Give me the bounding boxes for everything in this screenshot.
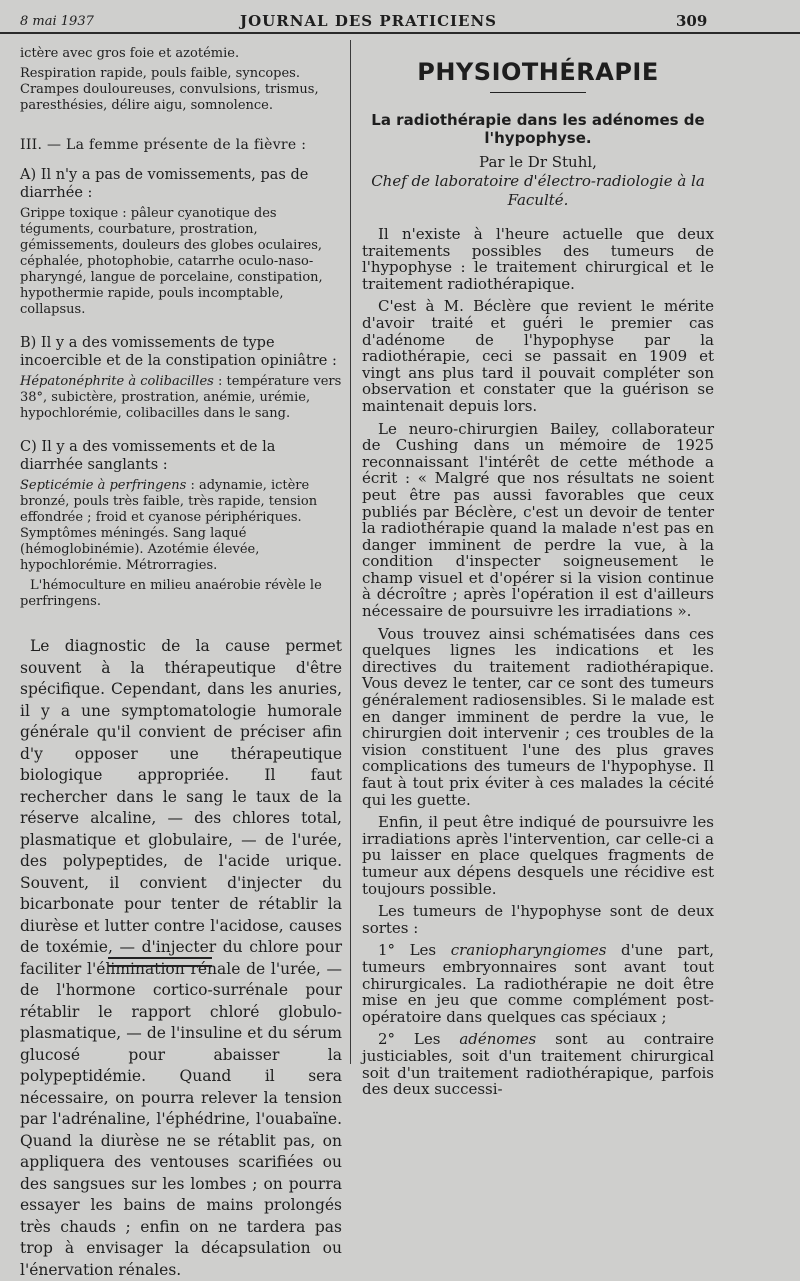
case-c-term: Septicémie à perfringens <box>20 478 187 493</box>
paragraph-3: Le neuro-chirurgien Bailey, collaborateur de Cushing dans un mémoire de 1925 reconnaissant l'intérêt de cette méthode a écrit : « Malgré que nos résultats ne soient peut être pas aussi favorables que ceux publiés par Béclère, c'est un devoir de tenter la radiothérapie quand la malade n'est pas en danger imminent de perdre la vue, à la condition d'inspecter soigneusement le champ visuel et d'opérer si la vision continue à décroître ; après l'opération il est d'ailleurs nécessaire de poursuivre les irradiations ». <box>362 419 714 621</box>
case-b-term: Hépatonéphrite à colibacilles <box>20 374 214 389</box>
paragraph-4: Vous trouvez ainsi schématisées dans ces quelques lignes les indications et les directives du traitement radiothérapique. Vous devez le tenter, car ce sont des tumeurs généralement radiosensibles. Si le malade est en danger imminent de perdre la vue, le chirurgien doit intervenir ; ces troubles de la vision constituent l'une des plus graves complications des tumeurs de l'hypophyse. Il faut à tout prix éviter à ces malades la cécité qui les guette. <box>362 624 714 809</box>
intro-line-2: Respiration rapide, pouls faible, syncopes. Crampes douloureuses, convulsions, trismus, paresthésies, délire aigu, somnolence. <box>20 66 319 113</box>
paragraph-7 <box>362 942 714 1025</box>
p7-term: craniopharyngiomes <box>450 941 607 960</box>
article-title: La radiothérapie dans les adénomes de l'hypophyse. <box>371 111 705 147</box>
column-divider <box>350 40 351 1064</box>
paragraph-8 <box>362 1031 714 1097</box>
case-c-title: C) Il y a des vomissements et de la diarrhée sanglants : <box>20 439 276 473</box>
intro-line-1: ictère avec gros foie et azotémie. <box>20 46 240 61</box>
header-date: 8 mai 1937 <box>20 14 94 29</box>
p7-text: d'une part, tumeurs embryonnaires sont avant tout chirurgicales. La radiothérapie ne doit être mise en jeu que comme complément post-opératoire dans quelques cas spéciaux ; <box>362 941 714 1026</box>
diagnostic-paragraph: Le diagnostic de la cause permet souvent à la thérapeutique d'être spécifique. Cependant, dans les anuries, il y a une symptomatologie humorale générale qu'il convient de préciser afin d'y opposer une thérapeutique biologique appropriée. Il faut rechercher dans le sang le taux de la réserve alcaline, — des chlores total, plasmatique et globulaire, — de l'urée, des polypeptides, de l'acide urique. Souvent, il convient d'injecter du bicarbonate pour tenter de rétablir la diurèse et lutter contre l'acidose, causes de toxémie, — d'injecter du chlore pour faciliter l'élimination rénale de l'urée, — de l'hormone cortico-surrénale pour rétablir le rapport chloré globulo-plasmatique, — de l'insuline et du sérum glucosé pour abaisser la polypeptidémie. Quand il sera nécessaire, on pourra relever la tension par l'adrénaline, l'éphédrine, l'ouabaïne. Quand la diurèse ne se rétablit pas, on appliquera des ventouses scarifiées ou des sangsues sur les lombes ; on pourra essayer les bains de mains prolongés très chauds ; enfin on ne tardera pas trop à envisager la décapsulation ou l'énervation rénales. <box>20 637 342 1279</box>
p8-text: sont au contraire justiciables, soit d'un traitement chirurgical soit d'un traitement radiothérapique, parfois des deux successi- <box>362 1030 714 1099</box>
case-b-title: B) Il y a des vomissements de type incoercible et de la constipation opiniâtre : <box>20 335 337 369</box>
section-title: PHYSIOTHÉRAPIE <box>417 58 659 86</box>
case-b-text <box>20 374 342 422</box>
paragraph-2: C'est à M. Béclère que revient le mérite d'avoir traité et guéri le premier cas d'adénome de l'hypophyse par la radiothérapie, ceci se passait en 1909 et vingt ans plus tard il pouvait compléter son observation et constater que la guérison se maintenait depuis lors. <box>362 297 714 415</box>
end-rule <box>108 957 212 967</box>
case-b-desc: : température vers 38°, subictère, prostration, anémie, urémie, hypochlorémie, colibacilles dans le sang. <box>20 374 342 421</box>
paragraph-5: Enfin, il peut être indiqué de poursuivre les irradiations après l'intervention, car celle-ci a pu laisser en place quelques fragments de tumeur aux dépens desquels une récidive est toujours possible. <box>362 813 714 898</box>
case-c-desc: : adynamie, ictère bronzé, pouls très faible, très rapide, tension effondrée ; froid et cyanose périphériques. Symptômes méningés. Sang laqué (hémoglobinémie). Azotémie élevée, hypochlorémie. Métrorragies. <box>20 478 318 573</box>
case-c-text <box>20 478 342 574</box>
header-journal-title: JOURNAL DES PRATICIENS <box>240 12 497 30</box>
case-a-text: Grippe toxique : pâleur cyanotique des téguments, courbature, prostration, gémissements, douleurs des globes oculaires, céphalée, photophobie, catarrhe oculo-naso-pharyngé, langue de porcelaine, constipation, hypothermie rapide, pouls incomptable, collapsus. <box>20 206 323 317</box>
p8-term: adénomes <box>459 1030 537 1049</box>
byline-author: Par le Dr Stuhl, <box>479 153 597 171</box>
paragraph-6: Les tumeurs de l'hypophyse sont de deux sortes : <box>362 902 714 937</box>
right-column <box>362 46 714 1104</box>
paragraph-1: Il n'existe à l'heure actuelle que deux traitements possibles des tumeurs de l'hypophyse : le traitement chirurgical et le traitement radiothérapique. <box>362 225 714 293</box>
case-c-note: L'hémoculture en milieu anaérobie révèle le perfringens. <box>20 578 322 609</box>
byline-affiliation: Chef de laboratoire d'électro-radiologie à la Faculté. <box>371 172 705 209</box>
header-page-number: 309 <box>676 12 708 30</box>
left-column <box>20 46 342 1281</box>
running-header <box>0 8 800 34</box>
p7-lead: 1° Les <box>378 941 451 960</box>
section-rule <box>490 92 586 93</box>
p8-lead: 2° Les <box>378 1030 460 1049</box>
heading-iii: III. — La femme présente de la fièvre : <box>20 137 307 153</box>
case-a-title: A) Il n'y a pas de vomissements, pas de diarrhée : <box>20 167 309 201</box>
